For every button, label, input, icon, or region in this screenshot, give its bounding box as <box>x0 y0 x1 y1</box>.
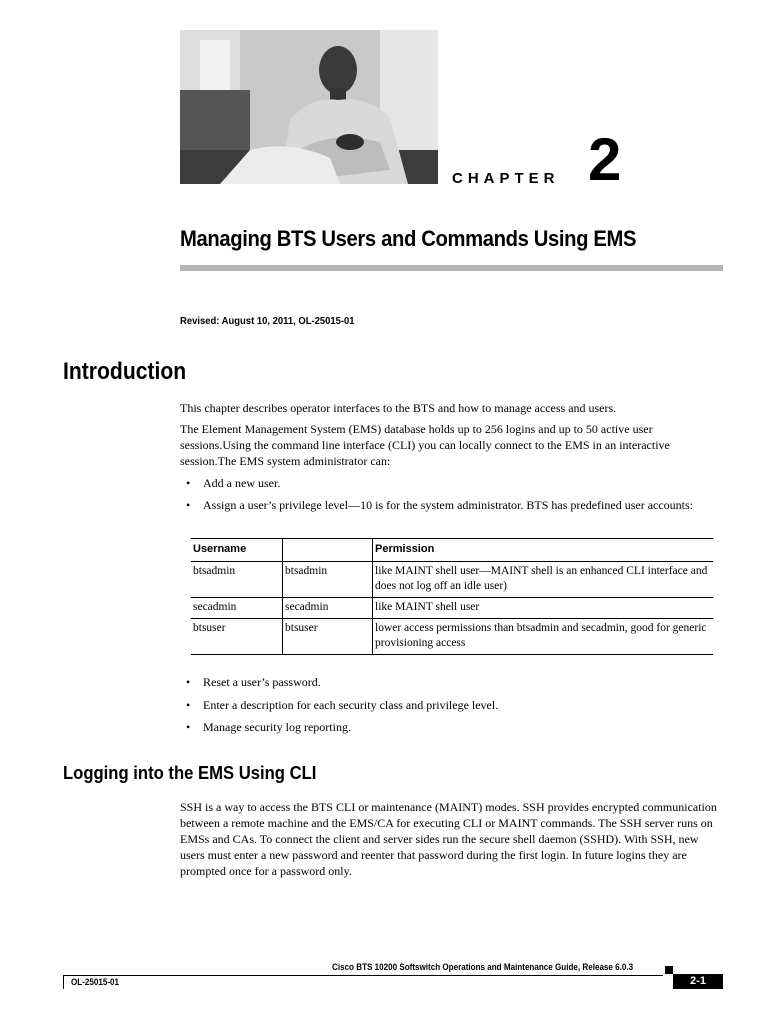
column-header-blank <box>283 539 373 562</box>
table-row <box>191 562 713 598</box>
footer-guide-title: Cisco BTS 10200 Softswitch Operations and Maintenance Guide, Release 6.0.3 <box>332 962 634 973</box>
intro-paragraph-2: The Element Management System (EMS) database holds up to 256 logins and up to 50 active user sessions.Using the command line interface (CLI) you can locally connect to the EMS in an interactive session.The EMS system administrator can: <box>180 422 670 468</box>
revision-line: Revised: August 10, 2011, OL-25015-01 <box>180 315 355 327</box>
cell-permission: like MAINT shell user—MAINT shell is an enhanced CLI interface and does not log off an idle user) <box>373 562 714 598</box>
cell-account: btsadmin <box>283 562 373 598</box>
bullet-glyph: • <box>186 476 191 490</box>
bullet-item <box>186 697 716 713</box>
bullet-text: Reset a user’s password. <box>203 675 321 689</box>
cell-account: btsuser <box>283 619 373 655</box>
cell-account: secadmin <box>283 598 373 619</box>
bullet-item <box>186 497 716 513</box>
intro-paragraph-1: This chapter describes operator interfaces to the BTS and how to manage access and users. <box>180 401 617 415</box>
bullet-glyph: • <box>186 498 191 512</box>
footer-tick <box>63 975 64 989</box>
user-accounts-table <box>191 538 713 655</box>
cell-username: btsadmin <box>191 562 283 598</box>
cell-username: secadmin <box>191 598 283 619</box>
chapter-number: 2 <box>588 126 622 193</box>
table-header-row <box>191 539 713 562</box>
page-title: Managing BTS Users and Commands Using EMS <box>180 226 637 251</box>
column-header-permission: Permission <box>373 539 714 562</box>
table-row <box>191 598 713 619</box>
footer-rule <box>63 975 663 976</box>
title-rule <box>180 265 723 271</box>
cell-permission: lower access permissions than btsadmin and secadmin, good for generic provisioning access <box>373 619 714 655</box>
cli-paragraph: SSH is a way to access the BTS CLI or maintenance (MAINT) modes. SSH provides encrypted communication between a remote machine and the EMS/CA for executing CLI or MAINT commands. The SSH server runs on EMSs and CAs. To connect the client and server sides run the secure shell daemon (SSHD). With SSH, new users must enter a new password and reenter that password during the first login. In future logins they are prompted once for a password only. <box>180 800 717 878</box>
bullet-glyph: • <box>186 698 191 712</box>
column-header-username: Username <box>191 539 283 562</box>
cell-username: btsuser <box>191 619 283 655</box>
bullet-text: Manage security log reporting. <box>203 720 351 734</box>
cell-permission: like MAINT shell user <box>373 598 714 619</box>
chapter-photo <box>180 30 438 184</box>
bullet-text: Assign a user’s privilege level—10 is for the system administrator. BTS has predefined user accounts: <box>203 498 694 512</box>
bullet-item <box>186 719 716 735</box>
bullet-text: Enter a description for each security class and privilege level. <box>203 698 499 712</box>
bullet-item <box>186 674 716 690</box>
chapter-label: CHAPTER <box>452 170 560 187</box>
section-heading-introduction: Introduction <box>63 358 187 385</box>
bullet-item <box>186 475 716 491</box>
bullet-glyph: • <box>186 675 191 689</box>
section-heading-cli-login: Logging into the EMS Using CLI <box>63 762 317 783</box>
footer-marker <box>665 966 673 974</box>
bullet-glyph: • <box>186 720 191 734</box>
page-number: 2-1 <box>673 974 723 989</box>
footer-doc-id: OL-25015-01 <box>71 977 120 988</box>
bullet-text: Add a new user. <box>203 476 281 490</box>
table-row <box>191 619 713 655</box>
